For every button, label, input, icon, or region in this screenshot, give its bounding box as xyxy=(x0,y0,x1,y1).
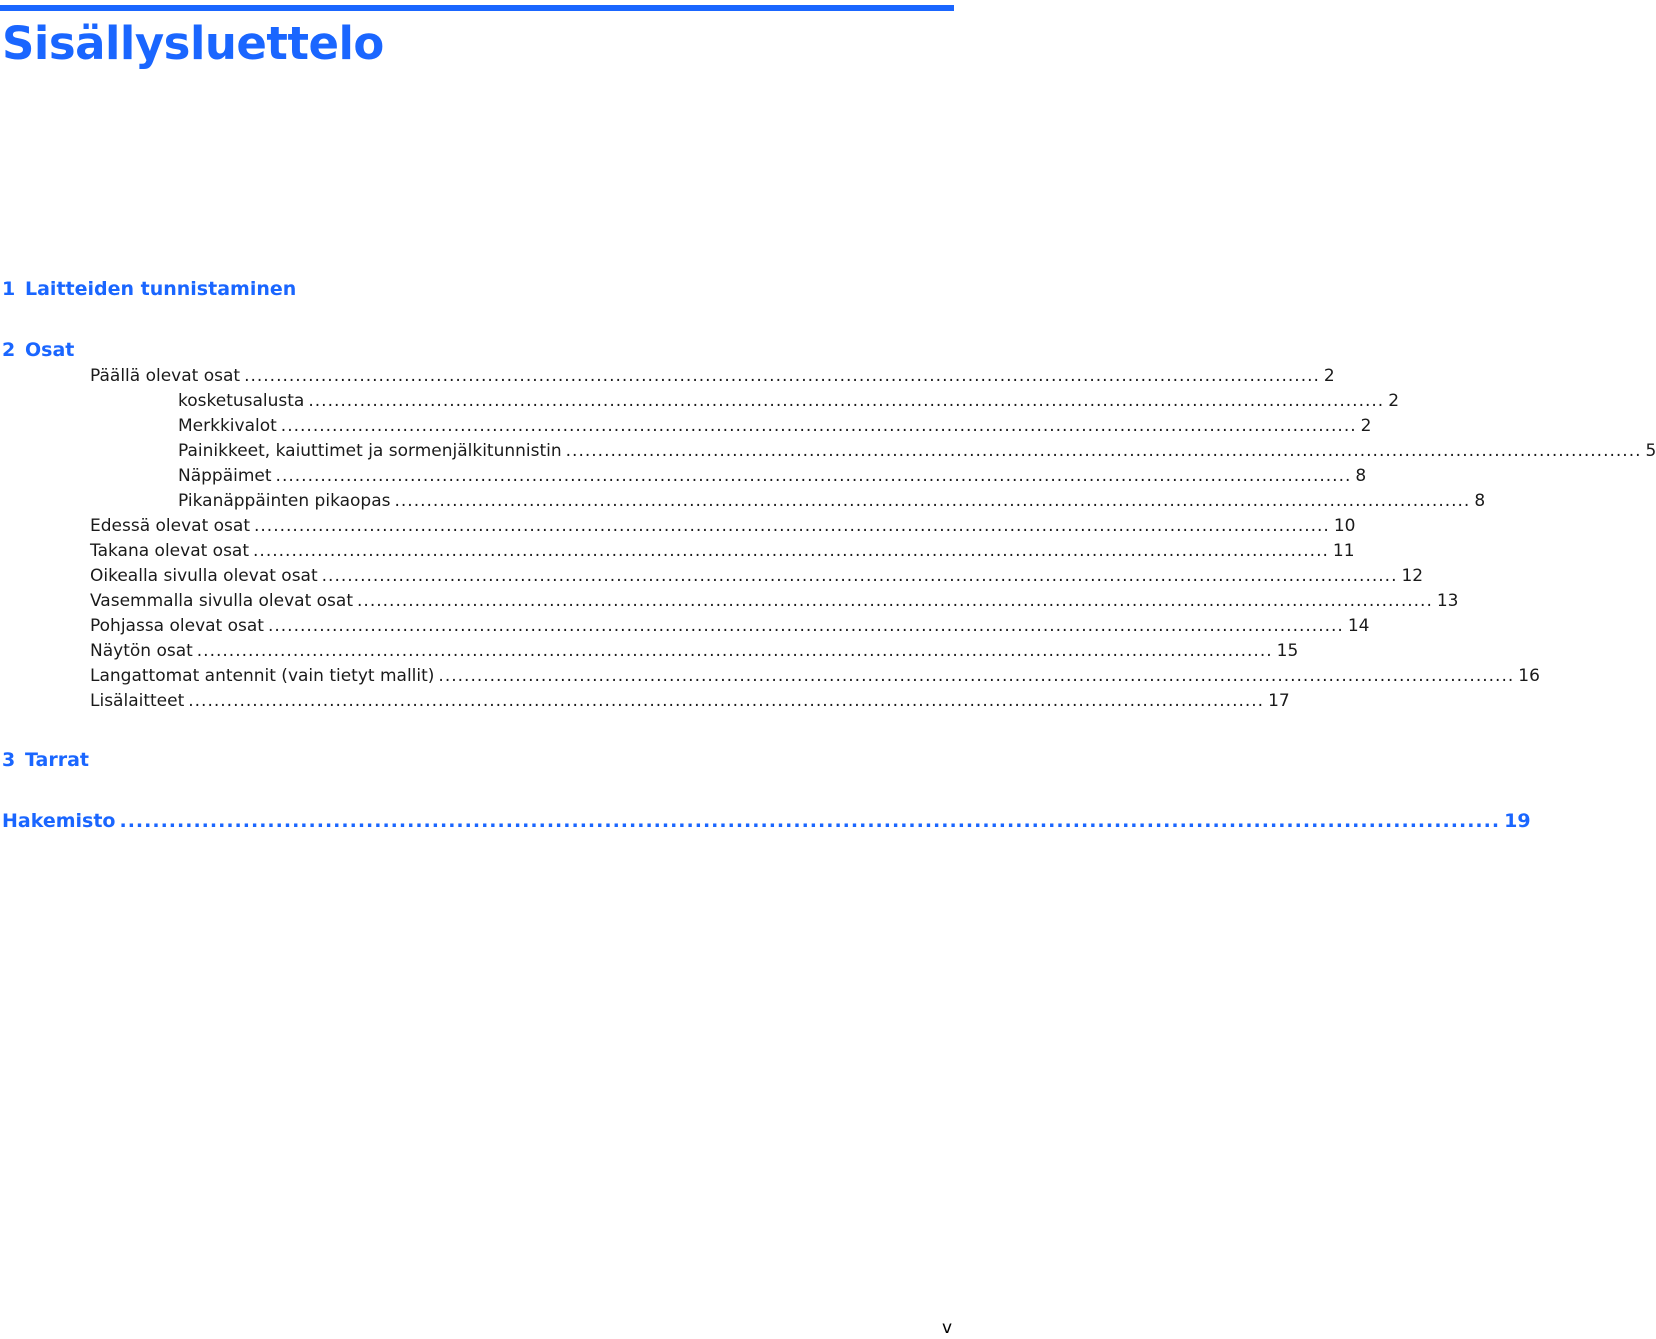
chapter-title: Tarrat xyxy=(25,749,89,771)
page-title: Sisällysluettelo xyxy=(2,17,384,70)
dot-leader: ........................................................................................................................................................................ xyxy=(254,516,1330,536)
chapter-title: Osat xyxy=(25,339,75,361)
index-entry[interactable] xyxy=(2,808,1531,834)
chapter-heading-3[interactable] xyxy=(2,748,89,772)
toc-entry[interactable] xyxy=(90,589,1459,613)
toc-entry-page: 8 xyxy=(1355,466,1367,486)
toc-entry-title: Pikanäppäinten pikaopas xyxy=(178,491,391,511)
toc-entry-title: Näytön osat xyxy=(90,641,193,661)
toc-entry[interactable] xyxy=(90,539,1355,563)
toc-entry-page: 2 xyxy=(1323,366,1335,386)
toc-entry-title: Oikealla sivulla olevat osat xyxy=(90,566,318,586)
dot-leader: ........................................................................................................................................................................ xyxy=(565,441,1642,461)
toc-entry-title: Näppäimet xyxy=(178,466,272,486)
toc-entry[interactable] xyxy=(178,489,1486,513)
toc-entry-title: Pohjassa olevat osat xyxy=(90,616,264,636)
toc-entry[interactable] xyxy=(178,414,1372,438)
dot-leader: ........................................................................................................................................................................ xyxy=(244,366,1320,386)
toc-entry-title: Vasemmalla sivulla olevat osat xyxy=(90,591,354,611)
toc-entry-page: 17 xyxy=(1268,691,1290,711)
dot-leader: ........................................................................................................................................................................ xyxy=(280,416,1357,436)
toc-entry[interactable] xyxy=(90,639,1299,663)
toc-entry-page: 13 xyxy=(1436,591,1459,611)
dot-leader: ........................................................................................................................................................................ xyxy=(196,641,1273,661)
chapter-title: Laitteiden tunnistaminen xyxy=(25,278,297,300)
dot-leader: ........................................................................................................................................................................ xyxy=(119,810,1501,832)
chapter-heading-1[interactable] xyxy=(2,277,296,301)
toc-entry-title: Painikkeet, kaiuttimet ja sormenjälkitunnistin xyxy=(178,441,562,461)
index-page: 19 xyxy=(1504,810,1531,832)
toc-entry-title: Langattomat antennit (vain tietyt mallit) xyxy=(90,666,435,686)
toc-entry-page: 10 xyxy=(1333,516,1356,536)
toc-entry-title: Merkkivalot xyxy=(178,416,277,436)
toc-entry[interactable] xyxy=(90,514,1356,538)
toc-entry-title: Päällä olevat osat xyxy=(90,366,241,386)
page-folio: v xyxy=(941,1318,952,1338)
dot-leader: ........................................................................................................................................................................ xyxy=(188,691,1265,711)
dot-leader: ........................................................................................................................................................................ xyxy=(308,391,1385,411)
toc-entry[interactable] xyxy=(90,689,1290,713)
toc-entry-page: 8 xyxy=(1474,491,1486,511)
toc-entry[interactable] xyxy=(90,564,1424,588)
dot-leader: ........................................................................................................................................................................ xyxy=(394,491,1471,511)
toc-entry-page: 2 xyxy=(1360,416,1372,436)
toc-entry-page: 11 xyxy=(1332,541,1355,561)
toc-entry-page: 14 xyxy=(1347,616,1370,636)
toc-entry-title: Edessä olevat osat xyxy=(90,516,250,536)
toc-entry[interactable] xyxy=(178,389,1400,413)
chapter-heading-2[interactable] xyxy=(2,338,74,362)
toc-entry[interactable] xyxy=(90,364,1335,388)
toc-entry[interactable] xyxy=(178,439,1656,463)
toc-entry-title: Takana olevat osat xyxy=(90,541,250,561)
index-title: Hakemisto xyxy=(2,810,116,832)
dot-leader: ........................................................................................................................................................................ xyxy=(438,666,1515,686)
dot-leader: ........................................................................................................................................................................ xyxy=(253,541,1329,561)
toc-entry-page: 5 xyxy=(1645,441,1656,461)
toc-entry[interactable] xyxy=(178,464,1367,488)
chapter-number: 1 xyxy=(2,278,16,300)
toc-entry-page: 15 xyxy=(1276,641,1299,661)
top-rule xyxy=(0,5,954,11)
toc-entry-title: Lisälaitteet xyxy=(90,691,185,711)
dot-leader: ........................................................................................................................................................................ xyxy=(275,466,1352,486)
toc-entry[interactable] xyxy=(90,614,1370,638)
toc-entry-page: 2 xyxy=(1388,391,1400,411)
toc-entry[interactable] xyxy=(90,664,1540,688)
toc-entry-page: 16 xyxy=(1518,666,1540,686)
chapter-number: 3 xyxy=(2,749,16,771)
dot-leader: ........................................................................................................................................................................ xyxy=(321,566,1398,586)
toc-entry-page: 12 xyxy=(1401,566,1424,586)
toc-entry-title: kosketusalusta xyxy=(178,391,305,411)
chapter-number: 2 xyxy=(2,339,16,361)
dot-leader: ........................................................................................................................................................................ xyxy=(357,591,1433,611)
dot-leader: ........................................................................................................................................................................ xyxy=(267,616,1344,636)
